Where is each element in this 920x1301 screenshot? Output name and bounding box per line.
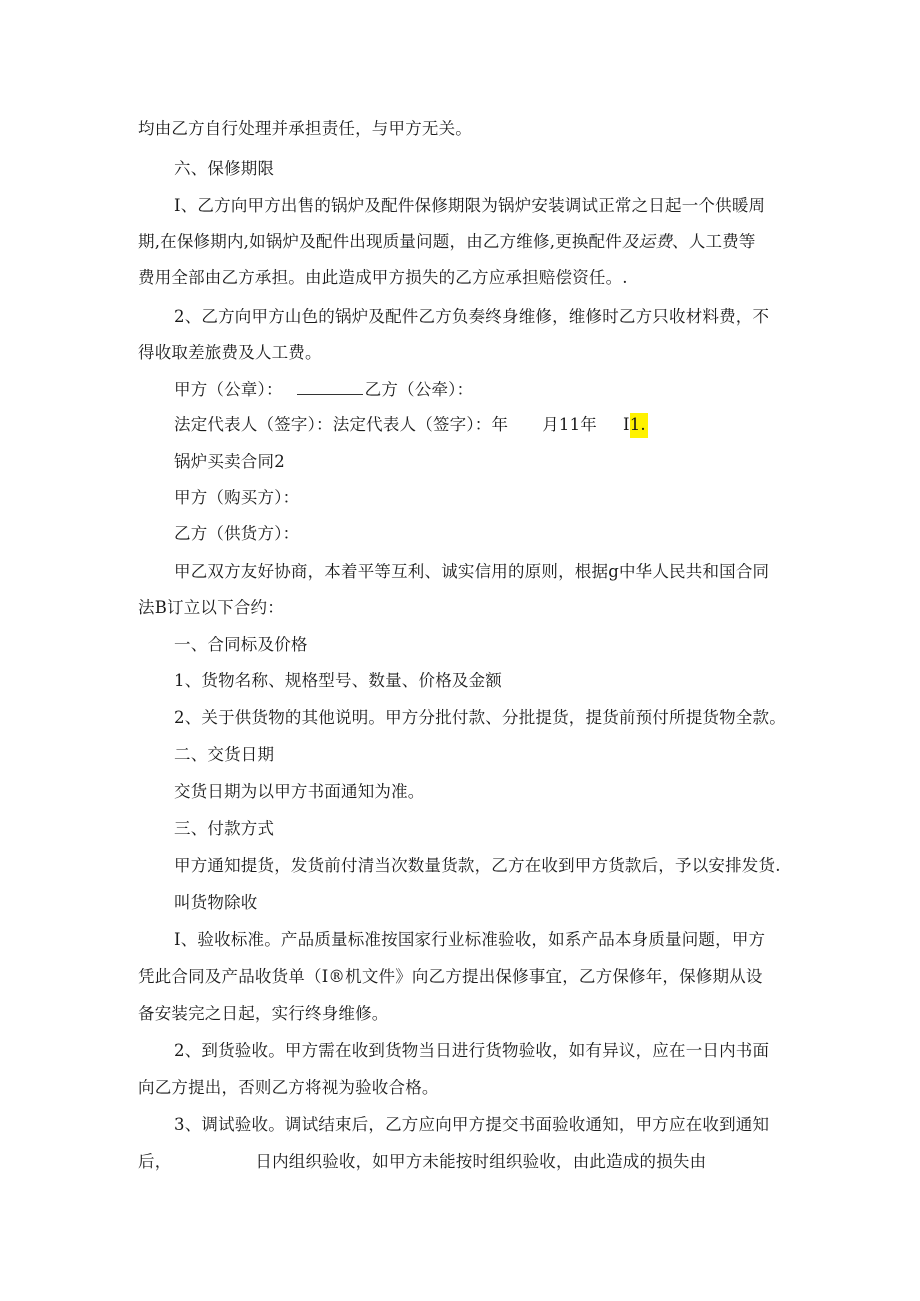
text-line: 1、货物名称、规格型号、数量、价格及金额 bbox=[174, 671, 502, 690]
text-line: 2、关于供货物的其他说明。甲方分批付款、分批提货，提货前预付所提货物全款。 bbox=[174, 708, 786, 727]
party-b-seal-label: 乙方（公牵）： bbox=[364, 380, 474, 399]
party-a-seal-label: 甲方（公章）： bbox=[174, 380, 283, 399]
highlighted-text: 1. bbox=[630, 413, 648, 438]
section-heading: 叫货物除收 bbox=[174, 893, 258, 912]
text-line: 凭此合同及产品收货单（I®机文件》向乙方提出保修事宜，乙方保修年，保修期从设 bbox=[138, 967, 763, 986]
text-span: 后， bbox=[138, 1152, 172, 1171]
signature-line bbox=[174, 379, 473, 401]
text-line: I、乙方向甲方出售的锅炉及配件保修期限为锅炉安装调试正常之日起一个供暖周 bbox=[174, 196, 766, 215]
legal-rep-label: 法定代表人（签字）：法定代表人（签字）：年 bbox=[174, 415, 509, 434]
text-line bbox=[138, 1151, 706, 1173]
text-line: 3、调试验收。调试结束后，乙方应向甲方提交书面验收通知，甲方应在收到通知 bbox=[174, 1115, 770, 1134]
text-span: 、人工费等 bbox=[672, 232, 756, 251]
text-line: 2、乙方向甲方山色的锅炉及配件乙方负奏终身维修，维修时乙方只收材料费，不 bbox=[174, 307, 770, 326]
buyer-label: 甲方（购买方）： bbox=[174, 488, 300, 507]
date-text: I bbox=[623, 415, 630, 434]
section-heading: 一、合同标及价格 bbox=[174, 635, 308, 654]
text-line bbox=[138, 231, 756, 253]
seller-label: 乙方（供货方）： bbox=[174, 524, 300, 543]
text-line: 备安装完之日起，实行终身维修。 bbox=[138, 1004, 389, 1023]
contract-title: 锅炉买卖合同2 bbox=[174, 452, 285, 471]
text-line: I、验收标准。产品质量标准按国家行业标准验收，如系产品本身质量问题，甲方 bbox=[174, 930, 766, 949]
text-line: 得收取差旅费及人工费。 bbox=[138, 343, 322, 362]
date-text: 月11年 bbox=[542, 415, 597, 434]
blank-underline bbox=[297, 380, 363, 395]
section-heading: 三、付款方式 bbox=[174, 819, 275, 838]
section-heading: 六、保修期限 bbox=[174, 159, 275, 178]
text-span: 期,在保修期内,如锅炉及配件出现质量问题，由乙方维修,更换配件 bbox=[138, 232, 622, 251]
text-line: 甲乙双方友好协商，本着平等互利、诚实信用的原则，根据g中华人民共和国合同 bbox=[174, 562, 770, 581]
text-line: 法B订立以下合约： bbox=[138, 598, 284, 617]
italic-text: 及运费 bbox=[621, 232, 673, 251]
text-line: 费用全部由乙方承担。由此造成甲方损失的乙方应承担赔偿资任。. bbox=[138, 268, 628, 287]
text-line: 均由乙方自行处理并承担责任，与甲方无关。 bbox=[138, 119, 472, 138]
text-line: 甲方通知提货，发货前付清当次数量货款，乙方在收到甲方货款后，予以安排发货. bbox=[174, 856, 781, 875]
text-span: 日内组织验收，如甲方未能按时组织验收，由此造成的损失由 bbox=[255, 1152, 707, 1171]
signature-line bbox=[174, 414, 648, 436]
text-line: 向乙方提出，否则乙方将视为验收合格。 bbox=[138, 1078, 439, 1097]
section-heading: 二、交货日期 bbox=[174, 745, 275, 764]
text-line: 2、到货验收。甲方需在收到货物当日进行货物验收，如有异议，应在一日内书面 bbox=[174, 1041, 770, 1060]
text-line: 交货日期为以甲方书面通知为准。 bbox=[174, 782, 425, 801]
